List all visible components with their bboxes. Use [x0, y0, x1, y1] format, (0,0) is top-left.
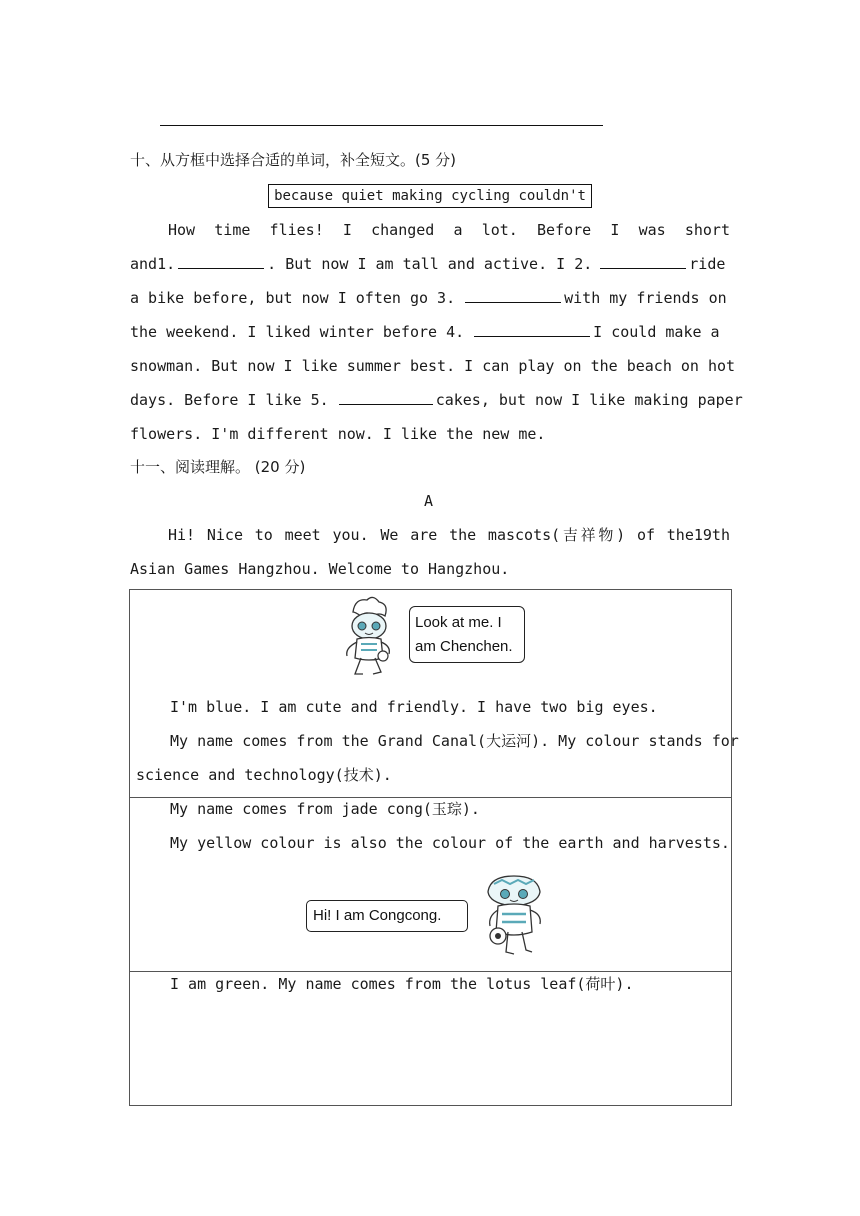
- passage-text: days. Before I like 5.: [130, 391, 329, 409]
- passage-label: A: [424, 492, 434, 510]
- passage-text: a bike before, but now I often go 3.: [130, 289, 456, 307]
- congcong-mascot-icon: [474, 870, 554, 960]
- blank-5[interactable]: [339, 388, 433, 405]
- bubble-line-2: am Chenchen.: [415, 638, 513, 655]
- chenchen-text-3: science and technology(技术).: [136, 766, 392, 784]
- intro-line-2: Asian Games Hangzhou. Welcome to Hangzhou.: [130, 560, 510, 578]
- passage-line-4: [130, 315, 730, 349]
- answer-line: [160, 125, 603, 126]
- chenchen-text-2: My name comes from the Grand Canal(大运河). My colour stands for: [170, 732, 739, 750]
- passage-line-2: [130, 247, 730, 281]
- section11-title: 十一、阅读理解。 (20 分): [130, 458, 306, 476]
- passage-text: ride: [689, 255, 726, 273]
- word-box: because quiet making cycling couldn't: [268, 184, 592, 208]
- chenchen-mascot-icon: [333, 594, 403, 682]
- passage-line-6: [130, 383, 743, 417]
- blank-1[interactable]: [178, 252, 264, 269]
- passage-text: and1.: [130, 255, 176, 273]
- passage-text: with my friends on: [564, 289, 727, 307]
- passage-text: the weekend. I liked winter before 4.: [130, 323, 465, 341]
- blank-4[interactable]: [474, 320, 590, 337]
- lianlian-text-1: I am green. My name comes from the lotus leaf(荷叶).: [170, 975, 634, 993]
- blank-2[interactable]: [600, 252, 686, 269]
- congcong-speech-bubble: [306, 900, 468, 932]
- passage-text: cakes, but now I like making paper: [435, 391, 743, 409]
- congcong-text-2: My yellow colour is also the colour of the earth and harvests.: [170, 834, 730, 852]
- passage-line-7: flowers. I'm different now. I like the new me.: [130, 425, 546, 443]
- chenchen-speech-bubble: [409, 606, 525, 663]
- bubble-line-1: Look at me. I: [415, 614, 502, 631]
- section10-title: 十、从方框中选择合适的单词，补全短文。(5 分): [130, 151, 457, 169]
- mascot-table: [129, 589, 739, 1106]
- chenchen-text-1: I'm blue. I am cute and friendly. I have two big eyes.: [170, 698, 658, 716]
- passage-line-3: [130, 281, 730, 315]
- passage-text: . But now I am tall and active. I 2.: [267, 255, 593, 273]
- intro-line-1: Hi! Nice to meet you. We are the mascots(吉祥物) of the19th: [168, 526, 730, 544]
- passage-line-5: snowman. But now I like summer best. I can play on the beach on hot: [130, 357, 736, 375]
- passage-text: I could make a: [593, 323, 720, 341]
- congcong-text-1: My name comes from jade cong(玉琮).: [170, 800, 480, 818]
- blank-3[interactable]: [465, 286, 561, 303]
- passage-line-1: How time flies! I changed a lot. Before I was short: [168, 221, 730, 239]
- bubble-text: Hi! I am Congcong.: [313, 907, 442, 924]
